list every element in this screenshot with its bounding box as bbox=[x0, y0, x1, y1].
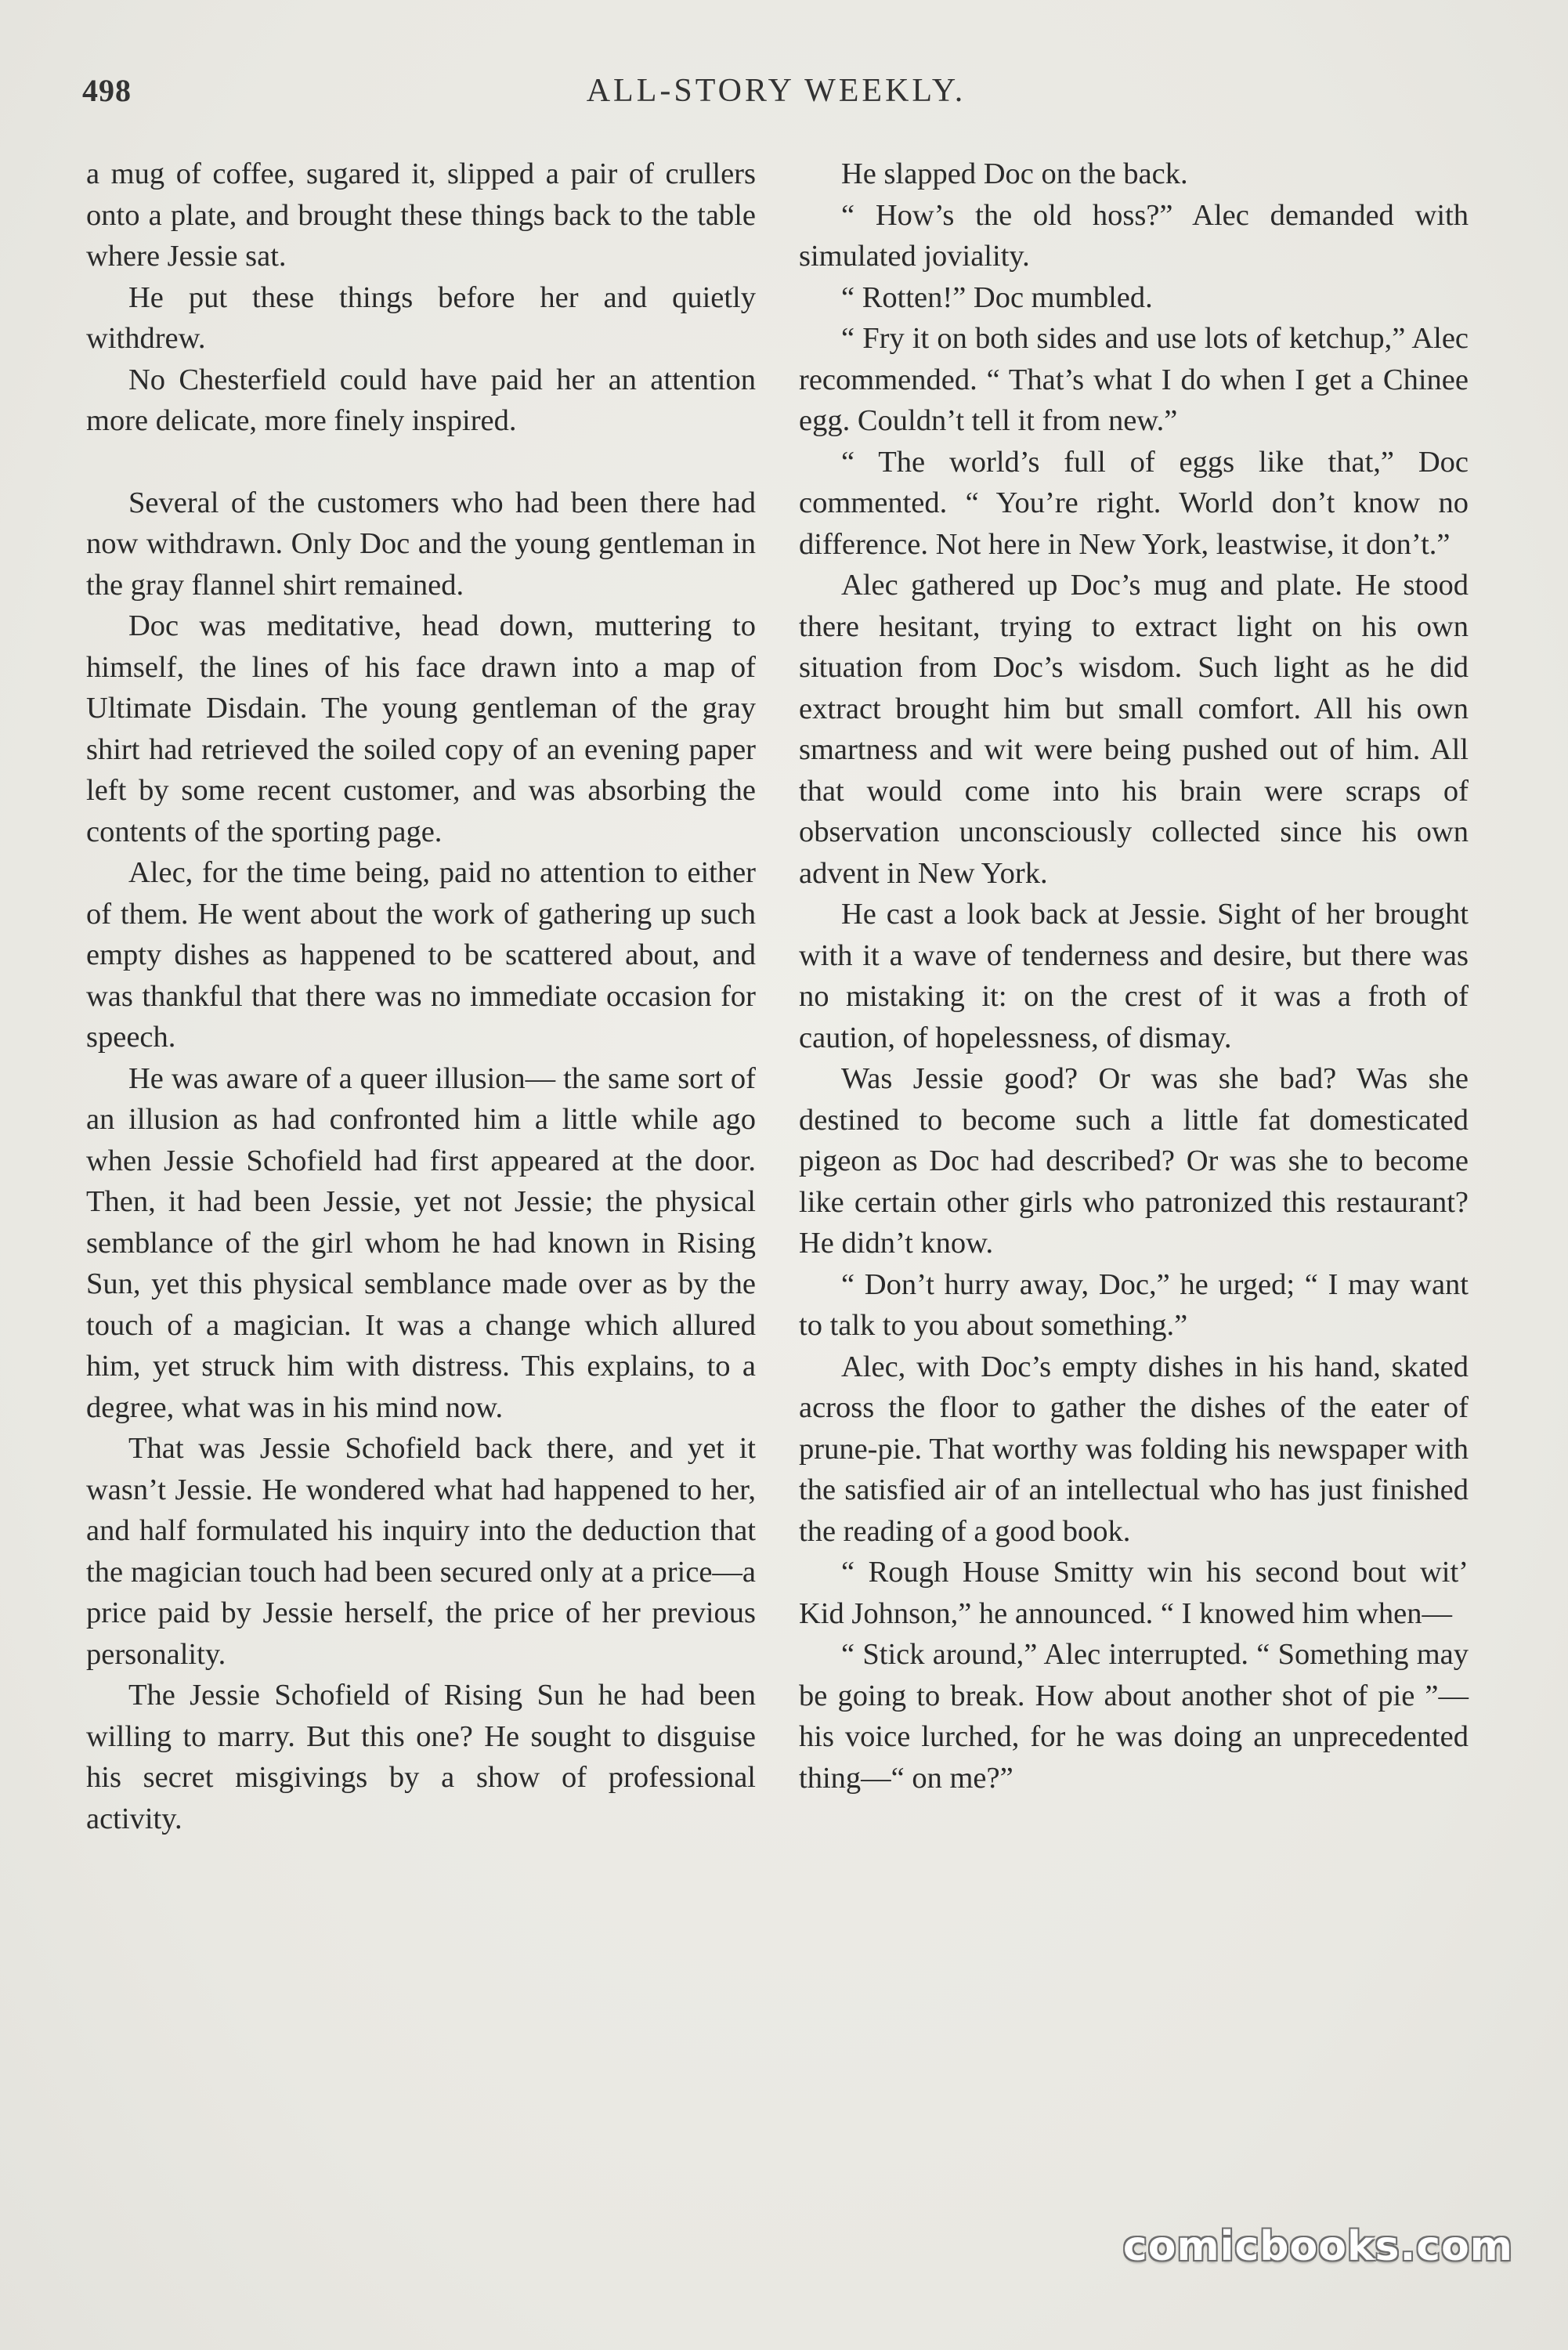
running-head: ALL-STORY WEEKLY. bbox=[586, 73, 966, 109]
right-column bbox=[799, 154, 1469, 1799]
paragraph: “ Don’t hurry away, Doc,” he urged; “ I may want to talk to you about something.” bbox=[799, 1267, 1469, 1342]
paragraph: “ Fry it on both sides and use lots of ketchup,” Alec recommended. “ That’s what I do when I get a Chinee egg. Couldn’t tell it from new.” bbox=[799, 322, 1469, 437]
paragraph: Alec gathered up Doc’s mug and plate. He stood there hesitant, trying to extract light on his own situation from Doc’s wisdom. Such light as he did extract brought him but small comfort. All his own smartness and wit were being pushed out of him. All that would come into his brain were scraps of observation unconsciously collected since his own advent in New York. bbox=[799, 569, 1469, 890]
paragraph: Alec, with Doc’s empty dishes in his hand, skated across the floor to gather the dishes of the eater of prune-pie. That worthy was folding his newspaper with the satisfied air of an intellectual who has just finished the reading of a good book. bbox=[799, 1350, 1469, 1548]
page-number: 498 bbox=[82, 73, 132, 108]
paragraph: “ Rough House Smitty win his second bout wit’ Kid Johnson,” he announced. “ I knowed him when— bbox=[799, 1556, 1469, 1630]
paragraph: He was aware of a queer illusion— the same sort of an illusion as had confronted him a little while ago when Jessie Schofield had first appeared at the door. Then, it had been Jessie, yet not Jessie; the physical semblance of the girl whom he had known in Rising Sun, yet this physical semblance made over as by the touch of a magician. It was a change which allured him, yet struck him with distress. This explains, to a degree, what was in his mind now. bbox=[86, 1061, 756, 1424]
paragraph: “ The world’s full of eggs like that,” Doc commented. “ You’re right. World don’t know no difference. Not here in New York, leastwise, it don’t.” bbox=[799, 445, 1469, 561]
paragraph: Several of the customers who had been there had now withdrawn. Only Doc and the young gentleman in the gray flannel shirt remained. bbox=[86, 486, 756, 602]
paragraph: Doc was meditative, head down, muttering to himself, the lines of his face drawn into a map of Ultimate Disdain. The young gentleman of the gray shirt had retrieved the soiled copy of an evening paper left by some recent customer, and was absorbing the contents of the sporting page. bbox=[86, 609, 756, 848]
paragraph: “ How’s the old hoss?” Alec demanded with simulated joviality. bbox=[799, 198, 1469, 273]
paragraph: He put these things before her and quietly withdrew. bbox=[86, 280, 756, 355]
paragraph: Alec, for the time being, paid no attention to either of them. He went about the work of gathering up such empty dishes as happened to be scattered about, and was thankful that there was no immediate occasion for speech. bbox=[86, 856, 756, 1054]
paragraph: The Jessie Schofield of Rising Sun he had been willing to marry. But this one? He sought to disguise his secret misgivings by a show of professional activity. bbox=[86, 1679, 756, 1835]
paragraph: He cast a look back at Jessie. Sight of her brought with it a wave of tenderness and desire, but there was no mistaking it: on the crest of it was a froth of caution, of hopelessness, of dismay. bbox=[799, 898, 1469, 1054]
paragraph: He slapped Doc on the back. bbox=[841, 157, 1188, 190]
left-column bbox=[86, 154, 756, 1839]
page-header bbox=[82, 72, 1470, 127]
paragraph: “ Stick around,” Alec interrupted. “ Something may be going to break. How about another shot of pie ”—his voice lurched, for he was doing an unprecedented thing—“ on me?” bbox=[799, 1638, 1469, 1795]
paragraph: Was Jessie good? Or was she bad? Was she destined to become such a little fat domesticated pigeon as Doc had described? Or was she to become like certain other girls who patronized this restaurant? He didn’t know. bbox=[799, 1062, 1469, 1260]
paragraph: No Chesterfield could have paid her an attention more delicate, more finely inspired. bbox=[86, 363, 756, 437]
watermark-logo: comicbooks.com bbox=[1122, 2223, 1513, 2270]
paragraph: That was Jessie Schofield back there, and yet it wasn’t Jessie. He wondered what had happened to her, and half formulated his inquiry into the deduction that the magician touch had been secured only at a price—a price paid by Jessie herself, the price of her previous personality. bbox=[86, 1432, 756, 1671]
paragraph: “ Rotten!” Doc mumbled. bbox=[841, 280, 1153, 314]
paragraph: a mug of coffee, sugared it, slipped a pair of crullers onto a plate, and brought these things back to the table where Jessie sat. bbox=[86, 157, 756, 273]
